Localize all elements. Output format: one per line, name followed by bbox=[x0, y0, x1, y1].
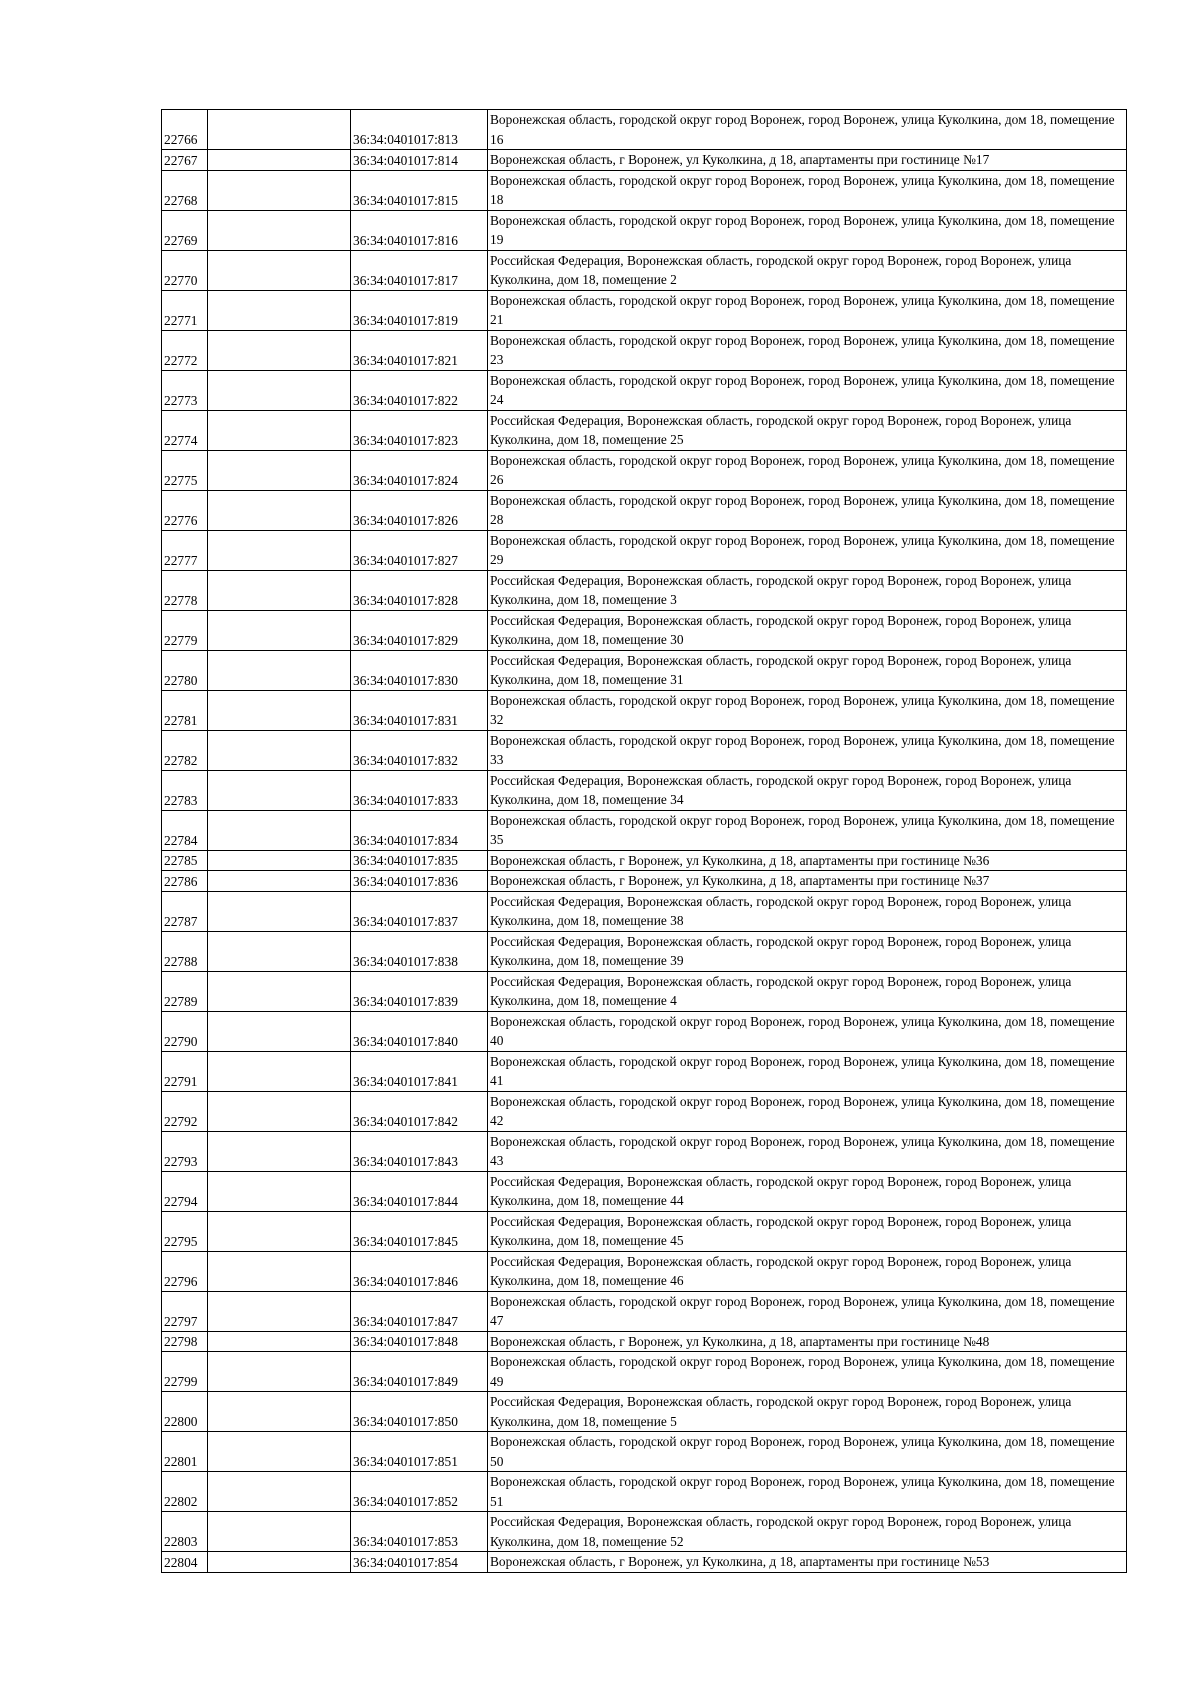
row-number-cell: 22777 bbox=[162, 530, 208, 570]
empty-cell bbox=[208, 570, 351, 610]
table-row bbox=[162, 1512, 1127, 1552]
cadastral-number-cell: 36:34:0401017:850 bbox=[351, 1392, 488, 1432]
empty-cell bbox=[208, 1051, 351, 1091]
address-cell: Российская Федерация, Воронежская область, городской округ город Воронеж, город Воронеж, улица Куколкина, дом 18, помещение 30 bbox=[488, 610, 1127, 650]
address-cell: Российская Федерация, Воронежская область, городской округ город Воронеж, город Воронеж, улица Куколкина, дом 18, помещение 39 bbox=[488, 931, 1127, 971]
registry-table bbox=[161, 109, 1127, 1573]
address-cell: Воронежская область, г Воронеж, ул Куколкина, д 18, апартаменты при гостинице №37 bbox=[488, 871, 1127, 892]
row-number-cell: 22773 bbox=[162, 370, 208, 410]
cadastral-number-cell: 36:34:0401017:853 bbox=[351, 1512, 488, 1552]
empty-cell bbox=[208, 530, 351, 570]
address-cell: Воронежская область, городской округ город Воронеж, город Воронеж, улица Куколкина, дом 18, помещение 41 bbox=[488, 1051, 1127, 1091]
empty-cell bbox=[208, 1131, 351, 1171]
address-cell: Воронежская область, городской округ город Воронеж, город Воронеж, улица Куколкина, дом 18, помещение 24 bbox=[488, 370, 1127, 410]
address-cell: Российская Федерация, Воронежская область, городской округ город Воронеж, город Воронеж, улица Куколкина, дом 18, помещение 52 bbox=[488, 1512, 1127, 1552]
address-cell: Воронежская область, городской округ город Воронеж, город Воронеж, улица Куколкина, дом 18, помещение 32 bbox=[488, 690, 1127, 730]
cadastral-number-cell: 36:34:0401017:829 bbox=[351, 610, 488, 650]
row-number-cell: 22800 bbox=[162, 1392, 208, 1432]
empty-cell bbox=[208, 1171, 351, 1211]
cadastral-number-cell: 36:34:0401017:822 bbox=[351, 370, 488, 410]
empty-cell bbox=[208, 690, 351, 730]
table-row bbox=[162, 1251, 1127, 1291]
cadastral-number-cell: 36:34:0401017:833 bbox=[351, 770, 488, 810]
cadastral-number-cell: 36:34:0401017:814 bbox=[351, 150, 488, 171]
table-row bbox=[162, 1432, 1127, 1472]
address-cell: Воронежская область, г Воронеж, ул Куколкина, д 18, апартаменты при гостинице №48 bbox=[488, 1331, 1127, 1352]
address-cell: Воронежская область, городской округ город Воронеж, город Воронеж, улица Куколкина, дом 18, помещение 50 bbox=[488, 1432, 1127, 1472]
empty-cell bbox=[208, 1291, 351, 1331]
empty-cell bbox=[208, 850, 351, 871]
row-number-cell: 22776 bbox=[162, 490, 208, 530]
table-row bbox=[162, 330, 1127, 370]
table-row bbox=[162, 290, 1127, 330]
table-row bbox=[162, 850, 1127, 871]
cadastral-number-cell: 36:34:0401017:816 bbox=[351, 210, 488, 250]
cadastral-number-cell: 36:34:0401017:851 bbox=[351, 1432, 488, 1472]
cadastral-number-cell: 36:34:0401017:852 bbox=[351, 1472, 488, 1512]
table-row bbox=[162, 150, 1127, 171]
cadastral-number-cell: 36:34:0401017:842 bbox=[351, 1091, 488, 1131]
empty-cell bbox=[208, 1552, 351, 1573]
cadastral-number-cell: 36:34:0401017:819 bbox=[351, 290, 488, 330]
table-row bbox=[162, 650, 1127, 690]
address-cell: Воронежская область, городской округ город Воронеж, город Воронеж, улица Куколкина, дом 18, помещение 49 bbox=[488, 1352, 1127, 1392]
empty-cell bbox=[208, 370, 351, 410]
address-cell: Воронежская область, городской округ город Воронеж, город Воронеж, улица Куколкина, дом 18, помещение 21 bbox=[488, 290, 1127, 330]
address-cell: Российская Федерация, Воронежская область, городской округ город Воронеж, город Воронеж, улица Куколкина, дом 18, помещение 46 bbox=[488, 1251, 1127, 1291]
row-number-cell: 22775 bbox=[162, 450, 208, 490]
table-row bbox=[162, 1552, 1127, 1573]
row-number-cell: 22788 bbox=[162, 931, 208, 971]
table-row bbox=[162, 250, 1127, 290]
empty-cell bbox=[208, 770, 351, 810]
cadastral-number-cell: 36:34:0401017:828 bbox=[351, 570, 488, 610]
address-cell: Российская Федерация, Воронежская область, городской округ город Воронеж, город Воронеж, улица Куколкина, дом 18, помещение 44 bbox=[488, 1171, 1127, 1211]
empty-cell bbox=[208, 1512, 351, 1552]
cadastral-number-cell: 36:34:0401017:813 bbox=[351, 110, 488, 150]
row-number-cell: 22791 bbox=[162, 1051, 208, 1091]
table-row bbox=[162, 170, 1127, 210]
table-row bbox=[162, 690, 1127, 730]
empty-cell bbox=[208, 650, 351, 690]
table-row bbox=[162, 1352, 1127, 1392]
address-cell: Российская Федерация, Воронежская область, городской округ город Воронеж, город Воронеж, улица Куколкина, дом 18, помещение 38 bbox=[488, 891, 1127, 931]
cadastral-number-cell: 36:34:0401017:836 bbox=[351, 871, 488, 892]
table-row bbox=[162, 210, 1127, 250]
table-row bbox=[162, 1331, 1127, 1352]
empty-cell bbox=[208, 1011, 351, 1051]
address-cell: Воронежская область, г Воронеж, ул Куколкина, д 18, апартаменты при гостинице №17 bbox=[488, 150, 1127, 171]
cadastral-number-cell: 36:34:0401017:843 bbox=[351, 1131, 488, 1171]
row-number-cell: 22798 bbox=[162, 1331, 208, 1352]
address-cell: Российская Федерация, Воронежская область, городской округ город Воронеж, город Воронеж, улица Куколкина, дом 18, помещение 34 bbox=[488, 770, 1127, 810]
row-number-cell: 22803 bbox=[162, 1512, 208, 1552]
cadastral-number-cell: 36:34:0401017:837 bbox=[351, 891, 488, 931]
cadastral-number-cell: 36:34:0401017:826 bbox=[351, 490, 488, 530]
table-row bbox=[162, 891, 1127, 931]
empty-cell bbox=[208, 490, 351, 530]
cadastral-number-cell: 36:34:0401017:817 bbox=[351, 250, 488, 290]
row-number-cell: 22794 bbox=[162, 1171, 208, 1211]
cadastral-number-cell: 36:34:0401017:838 bbox=[351, 931, 488, 971]
row-number-cell: 22779 bbox=[162, 610, 208, 650]
address-cell: Российская Федерация, Воронежская область, городской округ город Воронеж, город Воронеж, улица Куколкина, дом 18, помещение 2 bbox=[488, 250, 1127, 290]
row-number-cell: 22774 bbox=[162, 410, 208, 450]
table-row bbox=[162, 490, 1127, 530]
row-number-cell: 22770 bbox=[162, 250, 208, 290]
row-number-cell: 22797 bbox=[162, 1291, 208, 1331]
row-number-cell: 22804 bbox=[162, 1552, 208, 1573]
empty-cell bbox=[208, 971, 351, 1011]
empty-cell bbox=[208, 891, 351, 931]
row-number-cell: 22778 bbox=[162, 570, 208, 610]
empty-cell bbox=[208, 1392, 351, 1432]
cadastral-number-cell: 36:34:0401017:823 bbox=[351, 410, 488, 450]
row-number-cell: 22769 bbox=[162, 210, 208, 250]
cadastral-number-cell: 36:34:0401017:854 bbox=[351, 1552, 488, 1573]
row-number-cell: 22790 bbox=[162, 1011, 208, 1051]
address-cell: Воронежская область, городской округ город Воронеж, город Воронеж, улица Куколкина, дом 18, помещение 42 bbox=[488, 1091, 1127, 1131]
row-number-cell: 22771 bbox=[162, 290, 208, 330]
cadastral-number-cell: 36:34:0401017:847 bbox=[351, 1291, 488, 1331]
cadastral-number-cell: 36:34:0401017:840 bbox=[351, 1011, 488, 1051]
table-row bbox=[162, 1291, 1127, 1331]
table-row bbox=[162, 110, 1127, 150]
address-cell: Воронежская область, г Воронеж, ул Куколкина, д 18, апартаменты при гостинице №36 bbox=[488, 850, 1127, 871]
address-cell: Воронежская область, городской округ город Воронеж, город Воронеж, улица Куколкина, дом 18, помещение 40 bbox=[488, 1011, 1127, 1051]
table-row bbox=[162, 530, 1127, 570]
cadastral-number-cell: 36:34:0401017:841 bbox=[351, 1051, 488, 1091]
address-cell: Воронежская область, городской округ город Воронеж, город Воронеж, улица Куколкина, дом 18, помещение 47 bbox=[488, 1291, 1127, 1331]
row-number-cell: 22786 bbox=[162, 871, 208, 892]
table-row bbox=[162, 971, 1127, 1011]
row-number-cell: 22799 bbox=[162, 1352, 208, 1392]
cadastral-number-cell: 36:34:0401017:848 bbox=[351, 1331, 488, 1352]
row-number-cell: 22784 bbox=[162, 810, 208, 850]
empty-cell bbox=[208, 290, 351, 330]
empty-cell bbox=[208, 150, 351, 171]
empty-cell bbox=[208, 210, 351, 250]
table-row bbox=[162, 931, 1127, 971]
row-number-cell: 22802 bbox=[162, 1472, 208, 1512]
empty-cell bbox=[208, 1211, 351, 1251]
address-cell: Российская Федерация, Воронежская область, городской округ город Воронеж, город Воронеж, улица Куколкина, дом 18, помещение 4 bbox=[488, 971, 1127, 1011]
empty-cell bbox=[208, 810, 351, 850]
address-cell: Воронежская область, городской округ город Воронеж, город Воронеж, улица Куколкина, дом 18, помещение 16 bbox=[488, 110, 1127, 150]
table-row bbox=[162, 770, 1127, 810]
table-row bbox=[162, 1131, 1127, 1171]
address-cell: Воронежская область, городской округ город Воронеж, город Воронеж, улица Куколкина, дом 18, помещение 51 bbox=[488, 1472, 1127, 1512]
address-cell: Воронежская область, городской округ город Воронеж, город Воронеж, улица Куколкина, дом 18, помещение 33 bbox=[488, 730, 1127, 770]
row-number-cell: 22767 bbox=[162, 150, 208, 171]
table-row bbox=[162, 1011, 1127, 1051]
empty-cell bbox=[208, 871, 351, 892]
row-number-cell: 22793 bbox=[162, 1131, 208, 1171]
address-cell: Российская Федерация, Воронежская область, городской округ город Воронеж, город Воронеж, улица Куколкина, дом 18, помещение 45 bbox=[488, 1211, 1127, 1251]
cadastral-number-cell: 36:34:0401017:846 bbox=[351, 1251, 488, 1291]
table-row bbox=[162, 1211, 1127, 1251]
row-number-cell: 22796 bbox=[162, 1251, 208, 1291]
row-number-cell: 22795 bbox=[162, 1211, 208, 1251]
table-row bbox=[162, 570, 1127, 610]
empty-cell bbox=[208, 1432, 351, 1472]
empty-cell bbox=[208, 170, 351, 210]
empty-cell bbox=[208, 110, 351, 150]
row-number-cell: 22781 bbox=[162, 690, 208, 730]
row-number-cell: 22772 bbox=[162, 330, 208, 370]
row-number-cell: 22792 bbox=[162, 1091, 208, 1131]
row-number-cell: 22785 bbox=[162, 850, 208, 871]
table-row bbox=[162, 410, 1127, 450]
cadastral-number-cell: 36:34:0401017:824 bbox=[351, 450, 488, 490]
empty-cell bbox=[208, 1091, 351, 1131]
table-row bbox=[162, 610, 1127, 650]
row-number-cell: 22787 bbox=[162, 891, 208, 931]
empty-cell bbox=[208, 450, 351, 490]
address-cell: Воронежская область, городской округ город Воронеж, город Воронеж, улица Куколкина, дом 18, помещение 28 bbox=[488, 490, 1127, 530]
row-number-cell: 22766 bbox=[162, 110, 208, 150]
row-number-cell: 22780 bbox=[162, 650, 208, 690]
empty-cell bbox=[208, 1251, 351, 1291]
empty-cell bbox=[208, 250, 351, 290]
address-cell: Российская Федерация, Воронежская область, городской округ город Воронеж, город Воронеж, улица Куколкина, дом 18, помещение 3 bbox=[488, 570, 1127, 610]
cadastral-number-cell: 36:34:0401017:835 bbox=[351, 850, 488, 871]
table-row bbox=[162, 370, 1127, 410]
address-cell: Воронежская область, городской округ город Воронеж, город Воронеж, улица Куколкина, дом 18, помещение 23 bbox=[488, 330, 1127, 370]
table-row bbox=[162, 450, 1127, 490]
cadastral-number-cell: 36:34:0401017:844 bbox=[351, 1171, 488, 1211]
empty-cell bbox=[208, 610, 351, 650]
registry-table-body bbox=[162, 110, 1127, 1573]
address-cell: Воронежская область, городской округ город Воронеж, город Воронеж, улица Куколкина, дом 18, помещение 35 bbox=[488, 810, 1127, 850]
cadastral-number-cell: 36:34:0401017:839 bbox=[351, 971, 488, 1011]
row-number-cell: 22789 bbox=[162, 971, 208, 1011]
row-number-cell: 22782 bbox=[162, 730, 208, 770]
cadastral-number-cell: 36:34:0401017:845 bbox=[351, 1211, 488, 1251]
cadastral-number-cell: 36:34:0401017:827 bbox=[351, 530, 488, 570]
cadastral-number-cell: 36:34:0401017:830 bbox=[351, 650, 488, 690]
row-number-cell: 22768 bbox=[162, 170, 208, 210]
row-number-cell: 22783 bbox=[162, 770, 208, 810]
cadastral-number-cell: 36:34:0401017:834 bbox=[351, 810, 488, 850]
cadastral-number-cell: 36:34:0401017:821 bbox=[351, 330, 488, 370]
table-row bbox=[162, 810, 1127, 850]
address-cell: Воронежская область, г Воронеж, ул Куколкина, д 18, апартаменты при гостинице №53 bbox=[488, 1552, 1127, 1573]
cadastral-number-cell: 36:34:0401017:832 bbox=[351, 730, 488, 770]
empty-cell bbox=[208, 1472, 351, 1512]
empty-cell bbox=[208, 410, 351, 450]
cadastral-number-cell: 36:34:0401017:831 bbox=[351, 690, 488, 730]
address-cell: Российская Федерация, Воронежская область, городской округ город Воронеж, город Воронеж, улица Куколкина, дом 18, помещение 31 bbox=[488, 650, 1127, 690]
empty-cell bbox=[208, 730, 351, 770]
table-row bbox=[162, 1051, 1127, 1091]
address-cell: Воронежская область, городской округ город Воронеж, город Воронеж, улица Куколкина, дом 18, помещение 26 bbox=[488, 450, 1127, 490]
table-row bbox=[162, 871, 1127, 892]
table-row bbox=[162, 1392, 1127, 1432]
empty-cell bbox=[208, 931, 351, 971]
cadastral-number-cell: 36:34:0401017:849 bbox=[351, 1352, 488, 1392]
table-row bbox=[162, 730, 1127, 770]
address-cell: Российская Федерация, Воронежская область, городской округ город Воронеж, город Воронеж, улица Куколкина, дом 18, помещение 5 bbox=[488, 1392, 1127, 1432]
empty-cell bbox=[208, 1331, 351, 1352]
address-cell: Воронежская область, городской округ город Воронеж, город Воронеж, улица Куколкина, дом 18, помещение 29 bbox=[488, 530, 1127, 570]
address-cell: Российская Федерация, Воронежская область, городской округ город Воронеж, город Воронеж, улица Куколкина, дом 18, помещение 25 bbox=[488, 410, 1127, 450]
address-cell: Воронежская область, городской округ город Воронеж, город Воронеж, улица Куколкина, дом 18, помещение 43 bbox=[488, 1131, 1127, 1171]
table-row bbox=[162, 1171, 1127, 1211]
cadastral-number-cell: 36:34:0401017:815 bbox=[351, 170, 488, 210]
address-cell: Воронежская область, городской округ город Воронеж, город Воронеж, улица Куколкина, дом 18, помещение 19 bbox=[488, 210, 1127, 250]
table-row bbox=[162, 1091, 1127, 1131]
empty-cell bbox=[208, 1352, 351, 1392]
table-row bbox=[162, 1472, 1127, 1512]
row-number-cell: 22801 bbox=[162, 1432, 208, 1472]
address-cell: Воронежская область, городской округ город Воронеж, город Воронеж, улица Куколкина, дом 18, помещение 18 bbox=[488, 170, 1127, 210]
empty-cell bbox=[208, 330, 351, 370]
